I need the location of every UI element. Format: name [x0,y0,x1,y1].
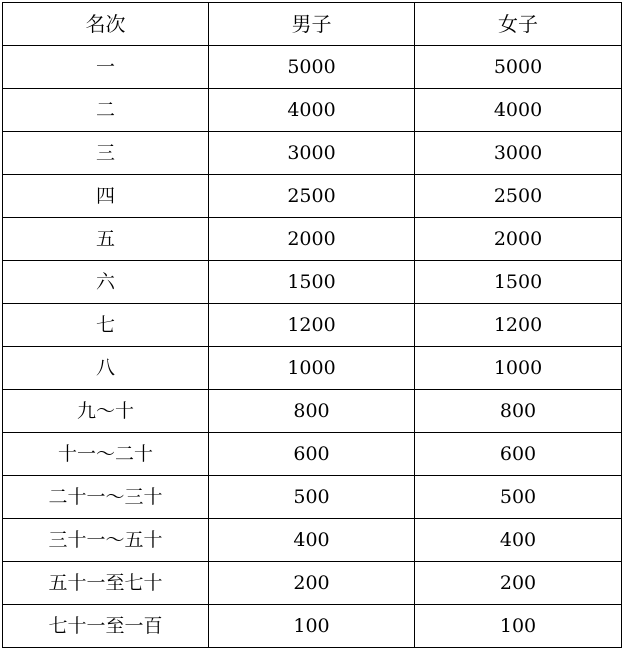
rank-cell: 九～十 [3,390,209,433]
male-cell: 500 [209,476,415,519]
female-cell: 1200 [415,304,622,347]
prize-table [2,2,622,648]
table-row [3,347,622,390]
rank-cell: 三十一～五十 [3,519,209,562]
header-rank: 名次 [3,3,209,46]
rank-cell: 三 [3,132,209,175]
male-cell: 4000 [209,89,415,132]
female-cell: 4000 [415,89,622,132]
table-row [3,89,622,132]
female-cell: 500 [415,476,622,519]
female-cell: 100 [415,605,622,648]
table-row [3,304,622,347]
male-cell: 2500 [209,175,415,218]
female-cell: 600 [415,433,622,476]
table-row [3,46,622,89]
male-cell: 3000 [209,132,415,175]
table-body [3,46,622,648]
header-row [3,3,622,46]
table-row [3,132,622,175]
rank-cell: 六 [3,261,209,304]
female-cell: 800 [415,390,622,433]
female-cell: 5000 [415,46,622,89]
table-row [3,175,622,218]
table-row [3,476,622,519]
rank-cell: 七十一至一百 [3,605,209,648]
male-cell: 800 [209,390,415,433]
rank-cell: 一 [3,46,209,89]
female-cell: 2500 [415,175,622,218]
rank-cell: 四 [3,175,209,218]
table-header [3,3,622,46]
female-cell: 3000 [415,132,622,175]
table-row [3,562,622,605]
male-cell: 600 [209,433,415,476]
male-cell: 5000 [209,46,415,89]
rank-cell: 七 [3,304,209,347]
table-row [3,433,622,476]
male-cell: 1200 [209,304,415,347]
rank-cell: 五 [3,218,209,261]
female-cell: 400 [415,519,622,562]
female-cell: 1500 [415,261,622,304]
male-cell: 2000 [209,218,415,261]
header-female: 女子 [415,3,622,46]
table-row [3,390,622,433]
rank-cell: 十一～二十 [3,433,209,476]
male-cell: 200 [209,562,415,605]
table-row [3,218,622,261]
female-cell: 1000 [415,347,622,390]
rank-cell: 八 [3,347,209,390]
female-cell: 200 [415,562,622,605]
rank-cell: 二 [3,89,209,132]
table-row [3,261,622,304]
male-cell: 400 [209,519,415,562]
rank-cell: 二十一～三十 [3,476,209,519]
male-cell: 1500 [209,261,415,304]
header-male: 男子 [209,3,415,46]
rank-cell: 五十一至七十 [3,562,209,605]
table-row [3,519,622,562]
male-cell: 100 [209,605,415,648]
table-row [3,605,622,648]
female-cell: 2000 [415,218,622,261]
male-cell: 1000 [209,347,415,390]
